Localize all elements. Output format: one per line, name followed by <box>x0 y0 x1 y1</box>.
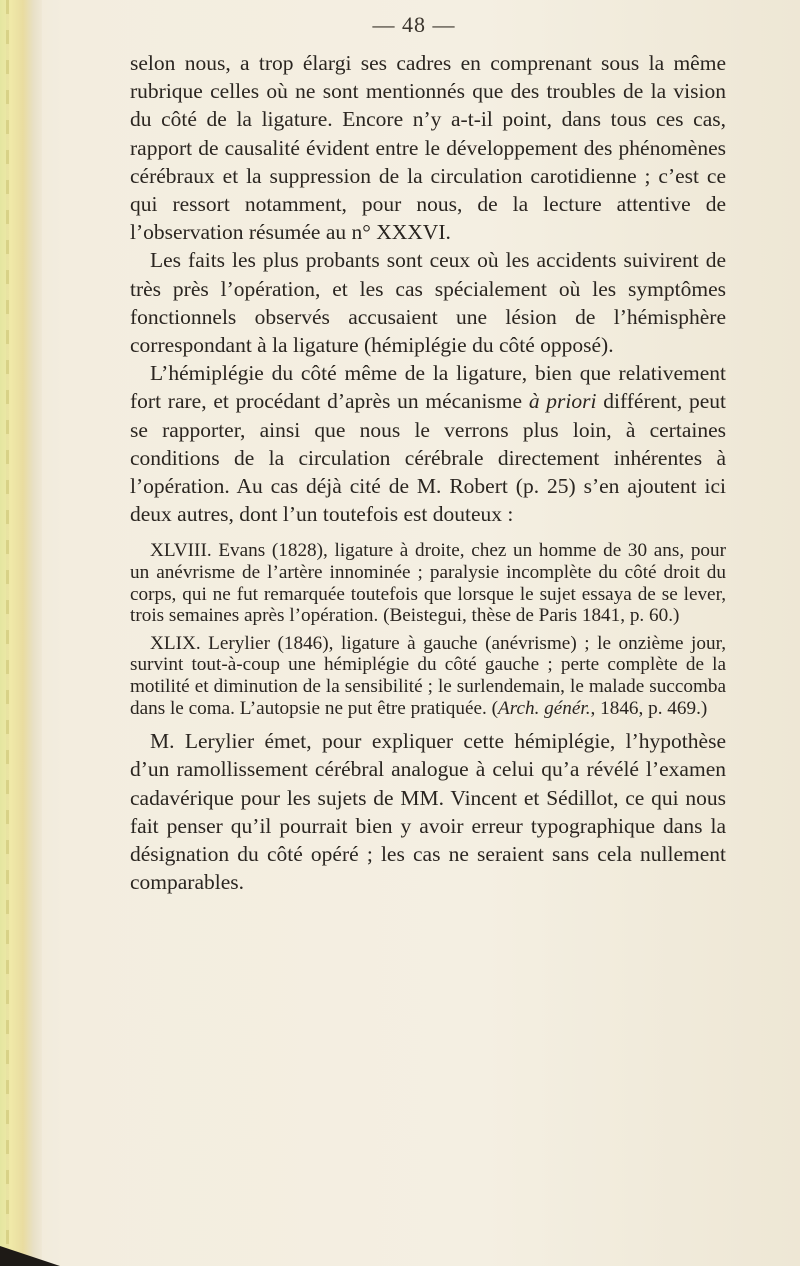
page-number: — 48 — <box>372 12 456 37</box>
paragraph-hemiplegie-part2: différent, peut se rapporter, ainsi que nous le verrons plus loin, à certaines conditions de la circulation cérébrale directement inhérentes à l’opération. Au cas déjà cité de M. Robert (p. 25) s’en ajoutent ici deux autres, dont l’un toutefois est douteux : <box>130 389 727 527</box>
italic-arch-gener: Arch. génér. <box>497 697 591 719</box>
paragraph-probants: Les faits les plus probants sont ceux où les accidents suivirent de très près l’opération, et les cas spécialement où les symptômes fonctionnels observés accusaient une lésion de l’hémisphère correspondant à la ligature (hémiplégie du côté opposé). <box>130 248 726 358</box>
page-corner-shadow <box>0 1246 60 1266</box>
paragraph-hemiplegie <box>130 359 726 528</box>
italic-a-priori: à priori <box>528 389 597 414</box>
observation-xlix <box>130 633 726 719</box>
paragraph-lerylier: M. Lerylier émet, pour expliquer cette hémiplégie, l’hypothèse d’un ramollissement cérébral analogue à celui qu’a révélé l’examen cadavérique pour les sujets de MM. Vincent et Sédillot, ce qui nous fait penser qu’il pourrait bien y avoir erreur typographique dans la désignation du côté opéré ; les cas ne seraient sans cela nullement comparables. <box>130 729 726 895</box>
observation-xlviii: XLVIII. Evans (1828), ligature à droite, chez un homme de 30 ans, pour un anévrisme de l’artère innominée ; paralysie incomplète du côté droit du corps, qui ne fut remarquée toutefois que lorsque le sujet essaya de se lever, trois semaines après l’opération. (Beistegui, thèse de Paris 1841, p. 60.) <box>130 540 726 627</box>
paragraph-hemiplegie-part1: L’hémiplégie du côté même de la ligature, bien que relativement fort rare, et procédant d’après un mécanisme <box>130 361 726 414</box>
book-spine-shadow <box>0 0 42 1266</box>
paragraph-continuation: selon nous, a trop élargi ses cadres en comprenant sous la même rubrique celles où ne sont mentionnés que des troubles de la vision du côté de la ligature. Encore n’y a-t-il point, dans tous ces cas, rapport de causalité évident entre le développement des phénomènes cérébraux et la suppression de la circulation carotidienne ; c’est ce qui ressort notamment, pour nous, de la lecture attentive de l’observation résumée au n° XXXVI. <box>130 51 726 245</box>
observation-xlix-part2: , 1846, p. 469.) <box>590 697 708 719</box>
observation-xlix-part1: XLIX. Lerylier (1846), ligature à gauche (anévrisme) ; le onzième jour, survint tout-à-coup une hémiplégie du côté gauche ; perte complète de la motilité et diminution de la sensibilité ; le surlendemain, le malade succomba dans le coma. L’autopsie ne put être pratiquée. ( <box>130 632 726 719</box>
page-body <box>130 49 726 896</box>
